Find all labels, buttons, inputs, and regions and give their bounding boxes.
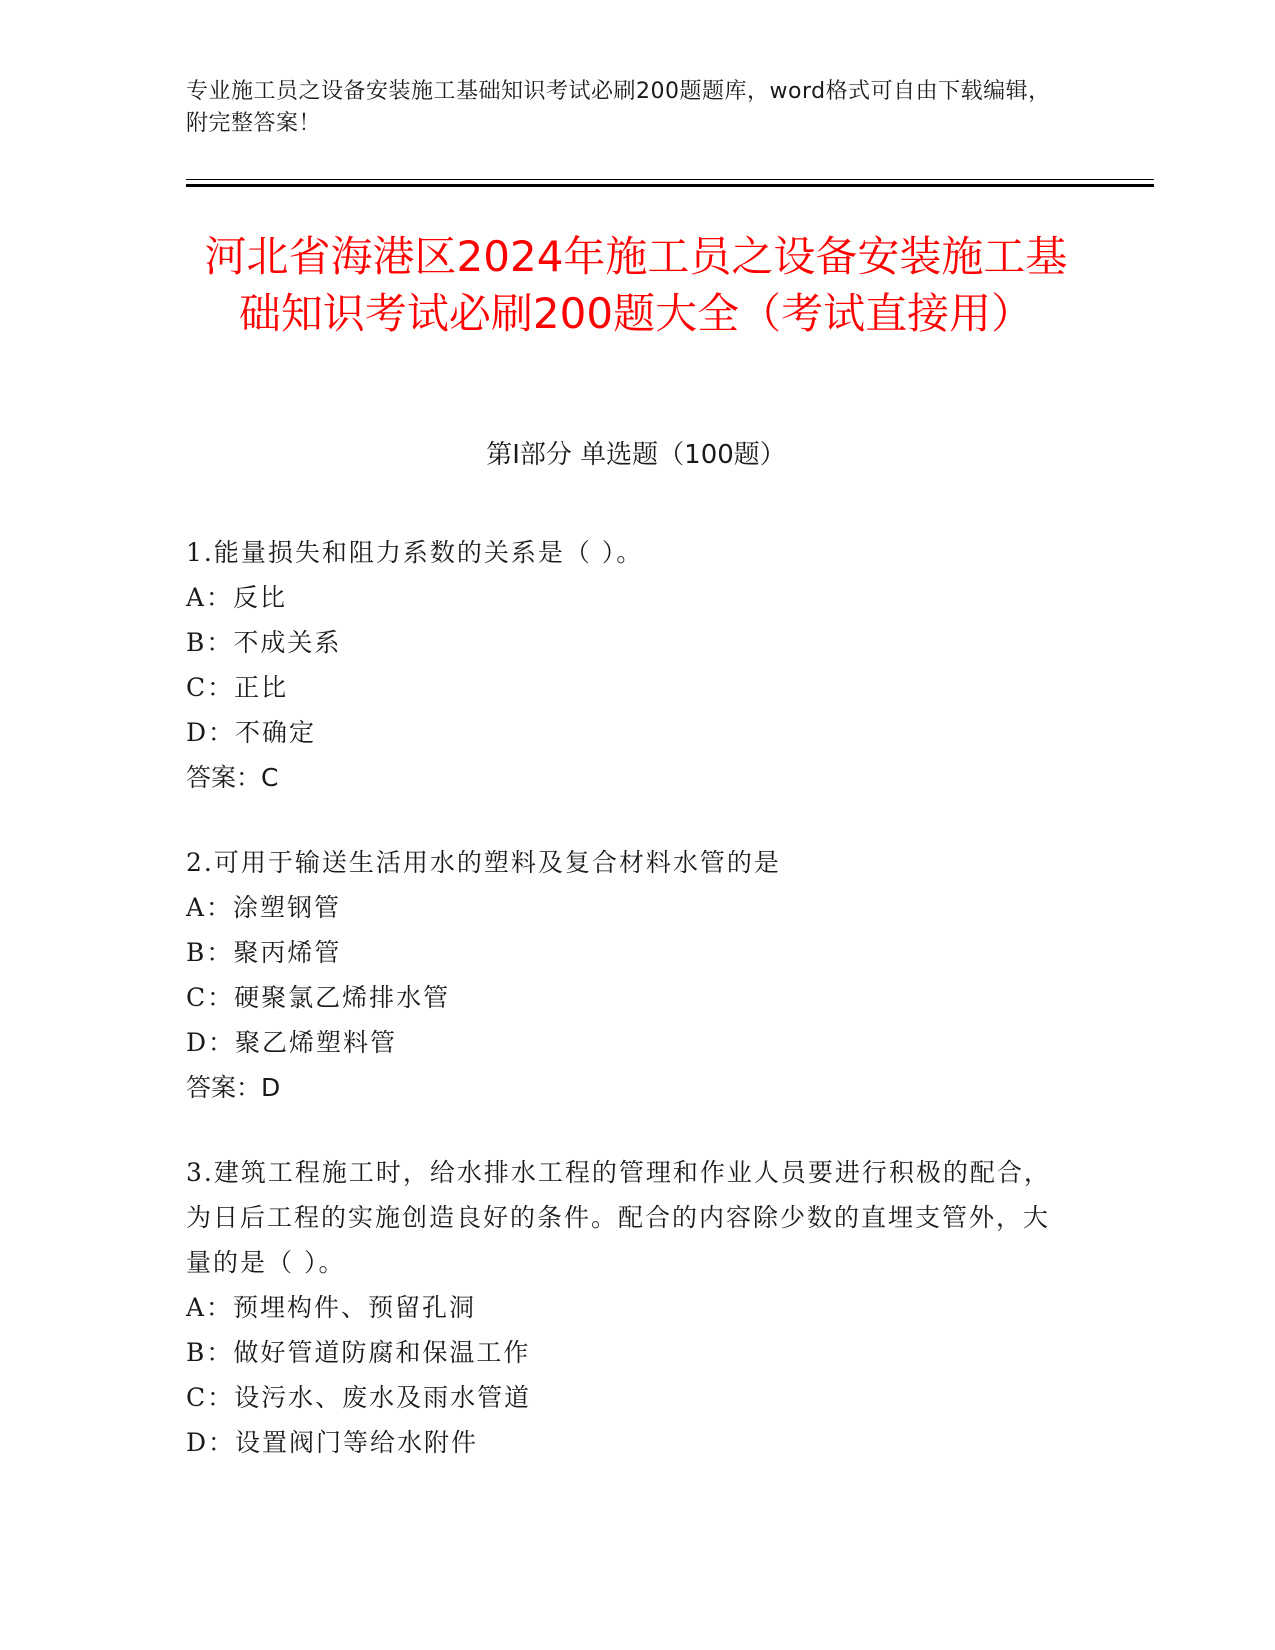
question-stem: 1.能量损失和阻力系数的关系是（ ）。 (186, 538, 644, 567)
document-title: 河北省海港区2024年施工员之设备安装施工基础知识考试必刷200题大全（考试直接用） (204, 232, 1068, 338)
question-1 (186, 530, 1066, 800)
section-title: 第Ⅰ部分 单选题（100题） (486, 440, 786, 470)
option-c: C：设污水、废水及雨水管道 (186, 1383, 532, 1412)
option-b: B：做好管道防腐和保温工作 (186, 1338, 531, 1367)
option-a: A：预埋构件、预留孔洞 (186, 1293, 477, 1322)
option-c: C：硬聚氯乙烯排水管 (186, 983, 451, 1012)
question-3 (186, 1150, 1066, 1465)
question-list (186, 530, 1066, 1505)
question-stem: 3.建筑工程施工时，给水排水工程的管理和作业人员要进行积极的配合，为日后工程的实施创造良好的条件。配合的内容除少数的直埋支管外，大量的是（ ）。 (186, 1158, 1051, 1277)
option-c: C：正比 (186, 673, 289, 702)
answer-line: 答案：D (186, 1073, 281, 1102)
option-d: D：设置阀门等给水附件 (186, 1428, 479, 1457)
header-rule-thick (186, 184, 1154, 187)
option-b: B：不成关系 (186, 628, 342, 657)
option-a: A：反比 (186, 583, 288, 612)
option-a: A：涂塑钢管 (186, 893, 342, 922)
header-note: 专业施工员之设备安装施工基础知识考试必刷200题题库，word格式可自由下载编辑，附完整答案！ (186, 79, 1051, 136)
header-rule-thin (186, 179, 1154, 180)
question-stem: 2.可用于输送生活用水的塑料及复合材料水管的是 (186, 848, 781, 877)
option-d: D：不确定 (186, 718, 317, 747)
question-2 (186, 840, 1066, 1110)
option-d: D：聚乙烯塑料管 (186, 1028, 398, 1057)
answer-line: 答案：C (186, 763, 279, 792)
option-b: B：聚丙烯管 (186, 938, 342, 967)
